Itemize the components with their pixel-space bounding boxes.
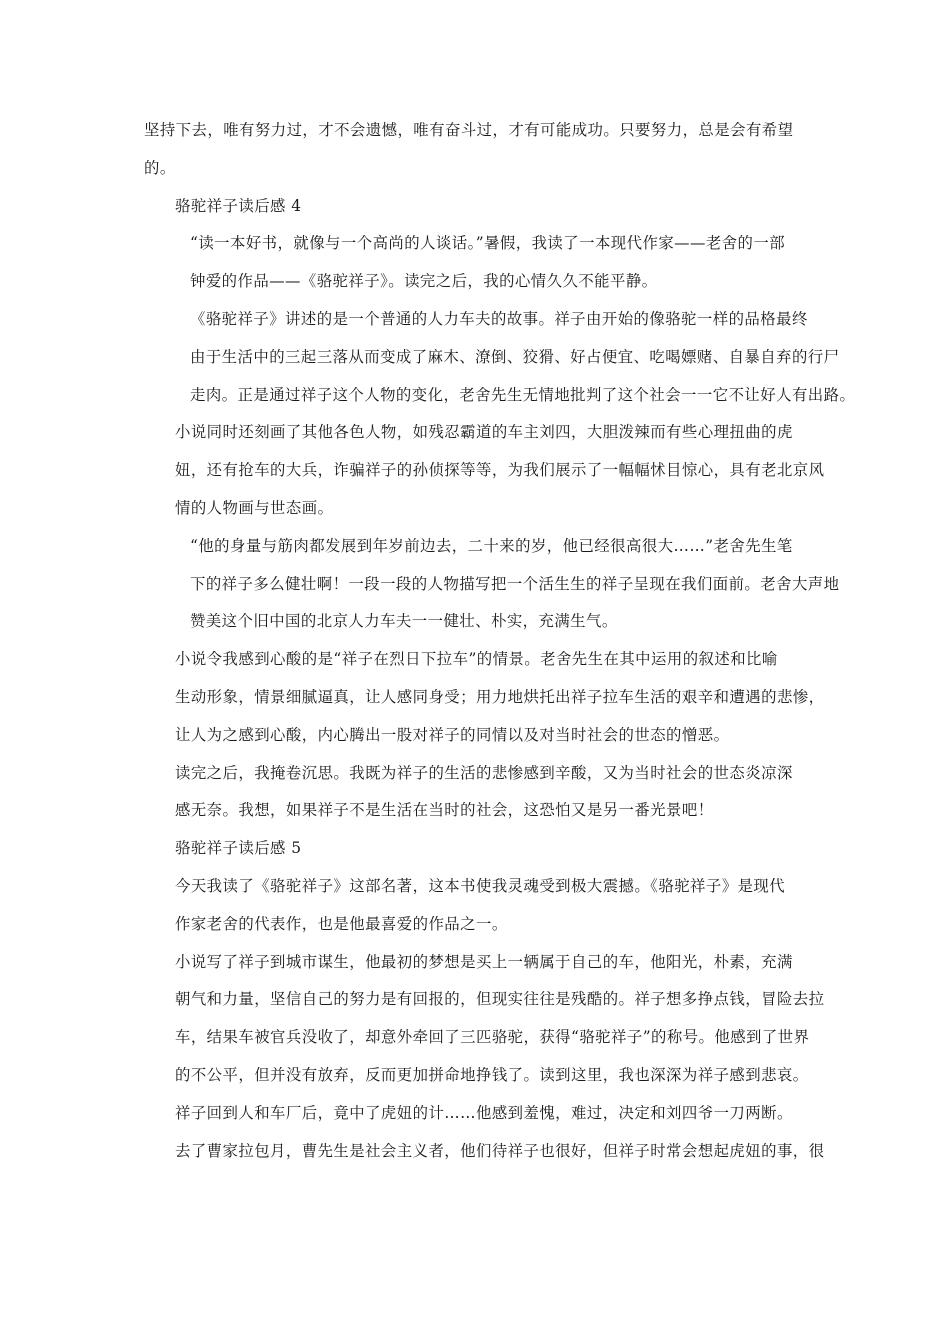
text-line: 生动形象，情景细腻逼真，让人感同身受；用力地烘托出祥子拉车生活的艰辛和遭遇的悲惨， — [175, 687, 825, 706]
text-line: 车，结果车被官兵没收了，却意外牵回了三匹骆驼，获得“骆驼祥子”的称号。他感到了世界 — [175, 1028, 810, 1047]
text-line: 今天我读了《骆驼祥子》这部名著，这本书使我灵魂受到极大震撼。《骆驼祥子》是现代 — [175, 876, 786, 895]
paragraph — [144, 301, 856, 414]
text-line: 由于生活中的三起三落从而变成了麻木、潦倒、狡猾、好占便宜、吃喝嫖赌、自暴自弃的行尸 — [190, 347, 840, 366]
paragraph — [144, 528, 840, 641]
text-line: 读完之后，我掩卷沉思。我既为祥子的生活的悲惨感到辛酸，又为当时社会的世态炎凉深 — [175, 763, 793, 782]
text-line: 坚持下去，唯有努力过，才不会遗憾，唯有奋斗过，才有可能成功。只要努力，总是会有希望 — [144, 121, 794, 139]
text-line: 下的祥子多么健壮啊！一段一段的人物描写把一个活生生的祥子呈现在我们面前。老舍大声地 — [190, 574, 840, 593]
paragraph — [144, 225, 809, 301]
paragraph — [144, 641, 825, 754]
text-line: “他的身量与筋肉都发展到年岁前边去，二十来的岁，他已经很高很大……”老舍先生笔 — [190, 536, 793, 555]
paragraph — [144, 112, 809, 188]
text-line: 小说写了祥子到城市谋生，他最初的梦想是买上一辆属于自己的车，他阳光，朴素，充满 — [175, 952, 793, 971]
text-line: 祥子回到人和车厂后，竟中了虎妞的计……他感到羞愧，难过，决定和刘四爷一刀两断。 — [175, 1103, 793, 1122]
paragraph — [144, 414, 825, 527]
text-line: 的。 — [144, 158, 176, 177]
text-line: 的不公平，但并没有放弃，反而更加拼命地挣钱了。读到这里，我也深深为祥子感到悲哀。 — [175, 1065, 809, 1084]
text-line: 钟爱的作品——《骆驼祥子》。读完之后，我的心情久久不能平静。 — [190, 272, 658, 291]
text-line: 走肉。正是通过祥子这个人物的变化，老舍先生无情地批判了这个社会一一它不让好人有出路。 — [190, 385, 856, 404]
section-heading: 骆驼祥子读后感 4 — [175, 196, 302, 215]
text-line: 小说同时还刻画了其他各色人物，如残忍霸道的车主刘四，大胆泼辣而有些心理扭曲的虎 — [175, 423, 793, 442]
text-line: 《骆驼祥子》讲述的是一个普通的人力车夫的故事。祥子由开始的像骆驼一样的品格最终 — [190, 309, 808, 328]
text-line: 让人为之感到心酸，内心腾出一股对祥子的同情以及对当时社会的世态的憎恶。 — [175, 725, 730, 744]
paragraph — [144, 868, 809, 944]
document-page — [144, 112, 856, 1170]
paragraph — [144, 755, 809, 831]
text-line: “读一本好书，就像与一个高尚的人谈话。”暑假，我读了一本现代作家——老舍的一部 — [190, 234, 786, 253]
text-line: 小说令我感到心酸的是“祥子在烈日下拉车”的情景。老舍先生在其中运用的叙述和比喻 — [175, 650, 778, 669]
text-line: 去了曹家拉包月，曹先生是社会主义者，他们待祥子也很好，但祥子时常会想起虎妞的事，很 — [175, 1141, 825, 1160]
text-line: 赞美这个旧中国的北京人力车夫一一健壮、朴实，充满生气。 — [190, 612, 618, 631]
text-line: 感无奈。我想，如果祥子不是生活在当时的社会，这恐怕又是另一番光景吧！ — [175, 801, 714, 820]
paragraph — [144, 1095, 825, 1171]
paragraph — [144, 944, 825, 1095]
text-line: 情的人物画与世态画。 — [175, 498, 334, 517]
section-heading: 骆驼祥子读后感 5 — [175, 839, 302, 858]
text-line: 妞，还有抢车的大兵，诈骗祥子的孙侦探等等，为我们展示了一幅幅怵目惊心，具有老北京风 — [175, 461, 825, 480]
text-line: 朝气和力量，坚信自己的努力是有回报的，但现实往往是残酷的。祥子想多挣点钱，冒险去拉 — [175, 990, 825, 1009]
text-line: 作家老舍的代表作，也是他最喜爱的作品之一。 — [175, 914, 508, 933]
